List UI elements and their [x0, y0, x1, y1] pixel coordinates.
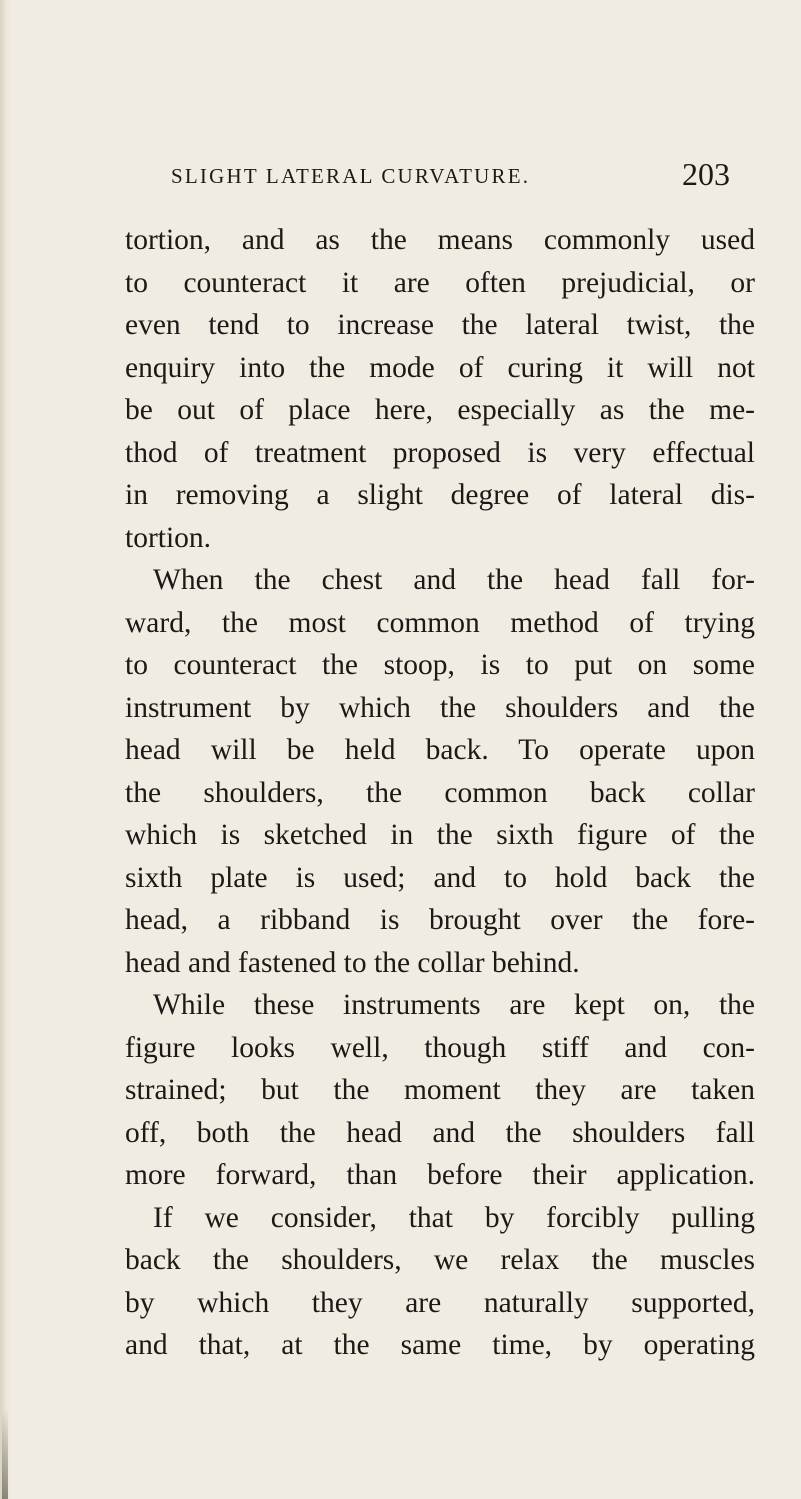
text-line: which is sketched in the sixth figure of the: [125, 819, 755, 851]
text-line: the shoulders, the common back collar: [125, 776, 755, 809]
text-line: figure looks well, though stiff and con-: [125, 1031, 755, 1064]
paragraph-start-line: While these instruments are kept on, the: [153, 989, 755, 1021]
text-line: in removing a slight degree of lateral dis-: [125, 479, 755, 511]
text-line: thod of treatment proposed is very effectual: [125, 436, 755, 469]
page-edge-shadow: [2, 1409, 8, 1499]
running-title: SLIGHT LATERAL CURVATURE.: [171, 164, 531, 188]
page-number: 203: [682, 156, 730, 192]
text-line: instrument by which the shoulders and the: [125, 691, 755, 724]
text-line: more forward, than before their application.: [125, 1159, 755, 1191]
text-line: be out of place here, especially as the me-: [125, 394, 755, 426]
text-line: to counteract it are often prejudicial, or: [125, 266, 755, 299]
text-line: off, both the head and the shoulders fall: [125, 1116, 755, 1149]
text-line: head and fastened to the collar behind.: [125, 946, 580, 979]
text-line: to counteract the stoop, is to put on some: [125, 649, 755, 681]
text-line: even tend to increase the lateral twist, the: [125, 309, 755, 341]
text-line: head will be held back. To operate upon: [125, 734, 755, 766]
text-line: ward, the most common method of trying: [125, 606, 755, 639]
text-line: head, a ribband is brought over the fore-: [125, 904, 755, 936]
paragraph-start-line: If we consider, that by forcibly pulling: [153, 1201, 755, 1234]
text-line: enquiry into the mode of curing it will not: [125, 351, 755, 384]
text-line: by which they are naturally supported,: [125, 1286, 755, 1319]
text-line: strained; but the moment they are taken: [125, 1074, 755, 1106]
text-line: sixth plate is used; and to hold back the: [125, 861, 755, 894]
body-text: [125, 219, 755, 1367]
page-edge: [0, 0, 10, 1499]
paragraph-start-line: When the chest and the head fall for-: [153, 564, 755, 596]
text-line: and that, at the same time, by operating: [125, 1329, 755, 1361]
text-line: tortion.: [125, 521, 212, 554]
running-head: [0, 156, 801, 200]
text-line: back the shoulders, we relax the muscles: [125, 1244, 755, 1276]
text-line: tortion, and as the means commonly used: [125, 224, 755, 256]
